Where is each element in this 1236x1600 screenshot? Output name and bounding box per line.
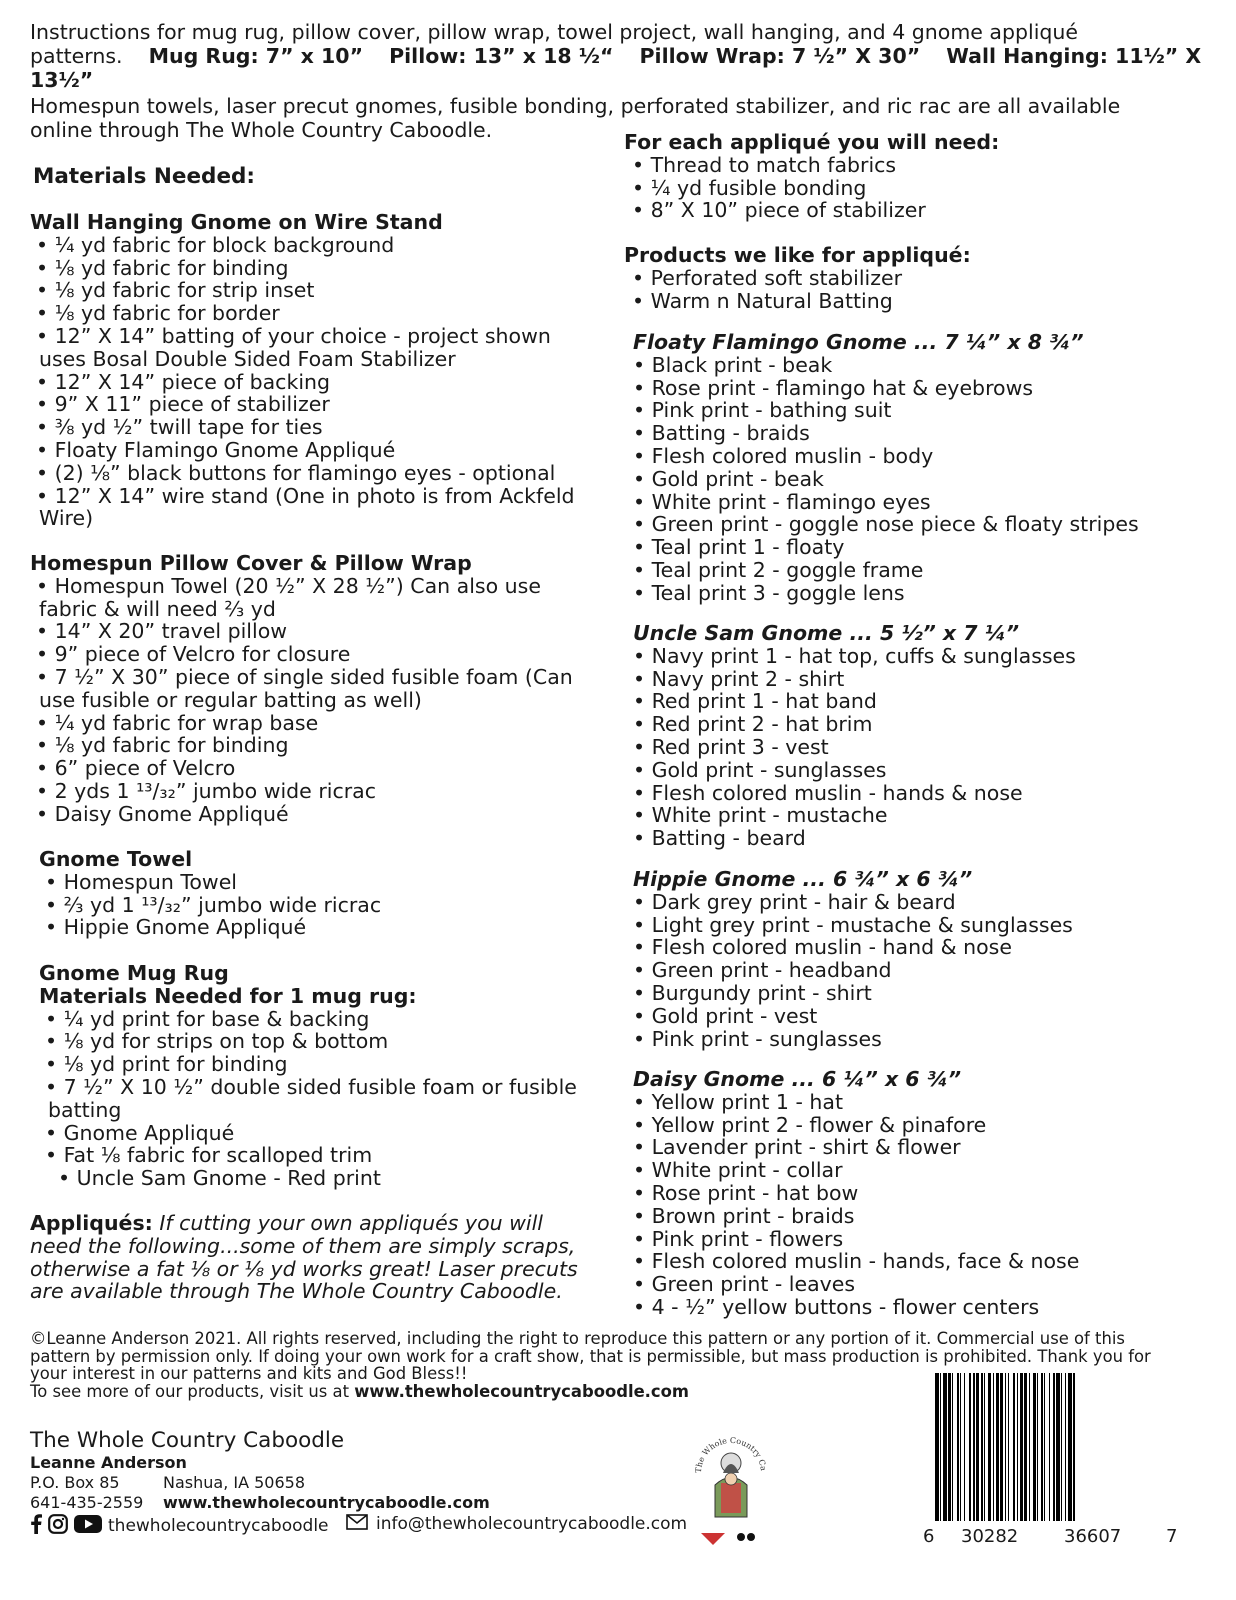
hippie-section — [633, 868, 1223, 1050]
appliques-line-4: are available through The Whole Country Caboodle. — [30, 1279, 563, 1304]
list-item: • Lavender print - shirt & flower — [633, 1135, 961, 1160]
list-item: • (2) ⅛” black buttons for flamingo eyes - optional — [36, 460, 556, 485]
towel-heading: Gnome Towel — [39, 847, 193, 871]
barcode-bar — [1020, 1373, 1022, 1521]
list-item: • Hippie Gnome Appliqué — [45, 915, 307, 940]
list-item: • Red print 1 - hat band — [633, 689, 877, 714]
barcode-bar — [943, 1373, 947, 1521]
wall-hanging-section — [30, 211, 610, 530]
barcode-bar — [960, 1373, 961, 1521]
barcode-bar — [969, 1373, 971, 1521]
barcode-bar — [1049, 1373, 1050, 1521]
list-item: • ⅛ yd for strips on top & bottom — [45, 1029, 389, 1054]
barcode-bar — [1044, 1373, 1045, 1521]
barcode-bar — [1061, 1373, 1062, 1521]
list-item: • Flesh colored muslin - hand & nose — [633, 935, 1012, 960]
list-item: • ¼ yd print for base & backing — [45, 1006, 370, 1031]
each-applique-section — [624, 131, 1204, 222]
list-item: • Flesh colored muslin - body — [633, 443, 934, 468]
size-wall-hanging: Wall Hanging: 11½” X 13½” — [30, 44, 1202, 92]
pillow-section — [30, 552, 610, 826]
list-item: • White print - flamingo eyes — [633, 489, 931, 514]
intro-line-1: Instructions for mug rug, pillow cover, pillow wrap, towel project, wall hanging, and 4 gnome appliqué — [30, 20, 1079, 44]
list-item: • Warm n Natural Batting — [632, 288, 893, 313]
barcode-bar — [1024, 1373, 1028, 1521]
barcode-group-2: 36607 — [1064, 1526, 1122, 1547]
size-mug-rug: Mug Rug: 7” x 10” — [148, 44, 364, 68]
barcode-bar — [948, 1373, 950, 1521]
barcode-bar — [957, 1373, 959, 1521]
list-item: • ⅜ yd ½” twill tape for ties — [36, 415, 323, 440]
availability-line-2: online through The Whole Country Caboodle. — [30, 118, 493, 142]
products-heading: Products we like for appliqué: — [624, 243, 971, 267]
list-item: • 12” X 14” batting of your choice - project shown — [36, 323, 551, 348]
copyright-line-1: ©Leanne Anderson 2021. All rights reserved, including the right to reproduce this pattern or any portion of it. Commercial use of this — [30, 1329, 1125, 1348]
hippie-heading: Hippie Gnome ... 6 ¾” x 6 ¾” — [633, 867, 973, 891]
uncle-sam-section — [633, 622, 1223, 850]
list-item: • Daisy Gnome Appliqué — [36, 801, 289, 826]
list-item: • ¼ yd fabric for wrap base — [36, 710, 319, 735]
list-item: • Rose print - hat bow — [633, 1180, 859, 1205]
mug-rug-subheading: Materials Needed for 1 mug rug: — [39, 983, 417, 1008]
barcode-bar — [1053, 1373, 1055, 1521]
logo-text: The Whole Country Ca — [693, 1435, 768, 1474]
list-item: • Batting - beard — [633, 826, 806, 851]
gnome-logo — [693, 1425, 769, 1553]
barcode-bar — [1041, 1373, 1043, 1521]
list-item: • Dark grey print - hair & beard — [633, 889, 956, 914]
daisy-heading: Daisy Gnome ... 6 ¼” x 6 ¾” — [633, 1067, 962, 1091]
list-item: • Burgundy print - shirt — [633, 980, 872, 1005]
barcode-bar — [1037, 1373, 1038, 1521]
wall-hanging-list — [30, 234, 610, 530]
barcode-bar — [1017, 1373, 1018, 1521]
list-item: • 9” X 11” piece of stabilizer — [36, 392, 330, 417]
flamingo-heading: Floaty Flamingo Gnome ... 7 ¼” x 8 ¾” — [633, 330, 1084, 354]
list-item: • Green print - leaves — [633, 1272, 856, 1297]
instagram-icon[interactable] — [48, 1514, 68, 1539]
list-item: • ⅛ yd fabric for binding — [36, 255, 289, 280]
each-applique-list — [624, 154, 1204, 222]
list-item: • ¼ yd fusible bonding — [632, 175, 867, 200]
barcode-bar — [1068, 1373, 1072, 1521]
list-item: uses Bosal Double Sided Foam Stabilizer — [39, 346, 456, 371]
barcode-bar — [1000, 1373, 1004, 1521]
appliques-line-2: need the following...some of them are simply scraps, — [30, 1233, 576, 1258]
po-box: P.O. Box 85 — [30, 1473, 120, 1492]
mug-rug-list — [39, 1008, 609, 1190]
mug-rug-section — [39, 962, 609, 1190]
list-item: • Green print - goggle nose piece & floaty stripes — [633, 512, 1139, 537]
towel-section — [39, 848, 609, 939]
social-row — [30, 1514, 329, 1539]
barcode-bar — [976, 1373, 980, 1521]
copyright-line-3: your interest in our patterns and kits and God Bless!! — [30, 1364, 468, 1383]
uncle-sam-heading: Uncle Sam Gnome ... 5 ½” x 7 ¼” — [633, 621, 1020, 645]
products-list — [624, 267, 1204, 313]
list-item: • Perforated soft stabilizer — [632, 265, 903, 290]
list-item: • Black print - beak — [633, 352, 833, 377]
list-item: • White print - collar — [633, 1158, 843, 1183]
footer-website[interactable]: www.thewholecountrycaboodle.com — [163, 1493, 490, 1512]
list-item: • Pink print - flowers — [633, 1226, 844, 1251]
pillow-list — [30, 575, 610, 826]
barcode-bar — [1056, 1373, 1060, 1521]
list-item: • Gnome Appliqué — [45, 1120, 235, 1145]
list-item: • ⅛ yd fabric for binding — [36, 733, 289, 758]
pillow-heading: Homespun Pillow Cover & Pillow Wrap — [30, 551, 472, 575]
visit-link[interactable]: www.thewholecountrycaboodle.com — [354, 1381, 689, 1401]
list-item: • Green print - headband — [633, 958, 892, 983]
list-item: • Thread to match fabrics — [632, 152, 897, 177]
list-item: • Gold print - sunglasses — [633, 757, 887, 782]
phone-number[interactable]: 641-435-2559 — [30, 1493, 144, 1512]
list-item: • 4 - ½” yellow buttons - flower centers — [633, 1294, 1040, 1319]
barcode-bar — [981, 1373, 983, 1521]
barcode-bar — [952, 1373, 953, 1521]
list-item: • Gold print - beak — [633, 466, 824, 491]
youtube-icon[interactable] — [74, 1514, 102, 1539]
list-item: batting — [48, 1097, 122, 1122]
materials-heading: Materials Needed: — [33, 164, 256, 189]
list-item: • Homespun Towel — [45, 869, 237, 894]
list-item: • 12” X 14” wire stand (One in photo is from Ackfeld — [36, 483, 575, 508]
uncle-sam-list — [633, 645, 1223, 850]
wall-hanging-heading: Wall Hanging Gnome on Wire Stand — [30, 210, 443, 234]
barcode-group-1: 30282 — [961, 1526, 1019, 1547]
barcode-bar — [973, 1373, 974, 1521]
materials-heading-wrap — [33, 166, 255, 189]
list-item: • White print - mustache — [633, 803, 888, 828]
intro-line-2 — [30, 44, 1210, 92]
list-item: • Fat ⅛ fabric for scalloped trim — [45, 1143, 373, 1168]
social-handle[interactable]: thewholecountrycaboodle — [108, 1516, 329, 1536]
each-applique-heading: For each appliqué you will need: — [624, 130, 1000, 154]
list-item: • 6” piece of Velcro — [36, 756, 236, 781]
barcode-bar — [996, 1373, 998, 1521]
list-item: • 12” X 14” piece of backing — [36, 369, 331, 394]
list-item: • Rose print - flamingo hat & eyebrows — [633, 375, 1034, 400]
barcode-bar — [1013, 1373, 1015, 1521]
flamingo-section — [633, 331, 1223, 605]
list-item: • ¼ yd fabric for block background — [36, 232, 395, 257]
list-item: • Brown print - braids — [633, 1203, 855, 1228]
visit-prefix: To see more of our products, visit us at — [30, 1381, 350, 1401]
email-row — [346, 1514, 687, 1535]
appliques-line-1: If cutting your own appliqués you will — [159, 1211, 543, 1235]
list-item: • Batting - braids — [633, 421, 810, 446]
barcode-bar — [1065, 1373, 1066, 1521]
contact-name: Leanne Anderson — [30, 1453, 187, 1472]
list-item: • Flesh colored muslin - hands & nose — [633, 780, 1023, 805]
list-item: • Flesh colored muslin - hands, face & nose — [633, 1249, 1080, 1274]
upc-barcode — [923, 1373, 1178, 1550]
barcode-bar — [935, 1373, 939, 1521]
list-item: • 8” X 10” piece of stabilizer — [632, 198, 926, 223]
appliques-line-3: otherwise a fat ⅛ or ⅛ yd works great! Laser precuts — [30, 1256, 578, 1281]
list-item: • 7 ½” X 10 ½” double sided fusible foam or fusible — [45, 1074, 577, 1099]
email-address[interactable]: info@thewholecountrycaboodle.com — [376, 1514, 688, 1534]
list-item: • ⅛ yd fabric for strip inset — [36, 278, 315, 303]
list-item: • Light grey print - mustache & sunglasses — [633, 912, 1073, 937]
barcode-bar — [984, 1373, 985, 1521]
list-item: • Teal print 1 - floaty — [633, 535, 845, 560]
list-item: • Navy print 2 - shirt — [633, 666, 845, 691]
mug-rug-heading: Gnome Mug Rug — [39, 961, 229, 985]
barcode-lead-digit: 6 — [923, 1526, 935, 1547]
hippie-list — [633, 891, 1223, 1051]
intro-paragraph — [30, 20, 1210, 92]
list-item: • Homespun Towel (20 ½” X 28 ½”) Can also use — [36, 573, 541, 598]
list-item: fabric & will need ⅔ yd — [39, 596, 276, 621]
availability-line-1: Homespun towels, laser precut gnomes, fusible bonding, perforated stabilizer, and ric rac are all available — [30, 94, 1121, 118]
products-section — [624, 244, 1204, 312]
list-item: • ⅛ yd print for binding — [45, 1052, 288, 1077]
list-item: Wire) — [39, 506, 94, 531]
list-item: • ⅛ yd fabric for border — [36, 301, 280, 326]
list-item: • Teal print 2 - goggle frame — [633, 557, 924, 582]
barcode-bar — [940, 1373, 941, 1521]
list-item: use fusible or regular batting as well) — [39, 687, 422, 712]
daisy-list — [633, 1091, 1223, 1319]
list-item: • Pink print - bathing suit — [633, 398, 892, 423]
list-item: • Floaty Flamingo Gnome Appliqué — [36, 437, 396, 462]
list-item: • 2 yds 1 ¹³/₃₂” jumbo wide ricrac — [36, 778, 376, 803]
copyright-line-2: pattern by permission only. If doing your own work for a craft show, that is permissible, but mass production is prohibited. Thank you for — [30, 1346, 1151, 1366]
list-item: • Uncle Sam Gnome - Red print — [45, 1166, 381, 1191]
envelope-icon — [346, 1514, 368, 1535]
intro-prefix: patterns. — [30, 44, 123, 68]
size-pillow-wrap: Pillow Wrap: 7 ½” X 30” — [639, 44, 921, 68]
barcode-bar — [1029, 1373, 1030, 1521]
list-item: • ⅔ yd 1 ¹³/₃₂” jumbo wide ricrac — [45, 892, 382, 917]
list-item: • Red print 2 - hat brim — [633, 712, 873, 737]
list-item: • Yellow print 1 - hat — [633, 1089, 843, 1114]
facebook-icon[interactable] — [30, 1514, 42, 1539]
list-item: • Gold print - vest — [633, 1003, 818, 1028]
barcode-bar — [1005, 1373, 1006, 1521]
list-item: • 14” X 20” travel pillow — [36, 619, 288, 644]
barcode-bar — [1008, 1373, 1009, 1521]
barcode-bar — [1033, 1373, 1035, 1521]
size-pillow: Pillow: 13” x 18 ½“ — [389, 44, 614, 68]
flamingo-list — [633, 354, 1223, 605]
barcode-bar — [1073, 1373, 1075, 1521]
barcode-bar — [993, 1373, 994, 1521]
appliques-label: Appliqués: — [30, 1211, 153, 1235]
list-item: • Red print 3 - vest — [633, 734, 829, 759]
towel-list — [39, 871, 609, 939]
barcode-check-digit: 7 — [1166, 1526, 1178, 1547]
list-item: • 7 ½” X 30” piece of single sided fusible foam (Can — [36, 664, 573, 689]
list-item: • Yellow print 2 - flower & pinafore — [633, 1112, 987, 1137]
list-item: • 9” piece of Velcro for closure — [36, 642, 351, 667]
barcode-bar — [964, 1373, 965, 1521]
city-state: Nashua, IA 50658 — [163, 1473, 306, 1492]
appliques-note — [30, 1212, 610, 1303]
list-item: • Teal print 3 - goggle lens — [633, 580, 905, 605]
list-item: • Navy print 1 - hat top, cuffs & sunglasses — [633, 643, 1076, 668]
company-name: The Whole Country Caboodle — [30, 1428, 345, 1453]
daisy-section — [633, 1068, 1223, 1319]
list-item: • Pink print - sunglasses — [633, 1026, 882, 1051]
barcode-bar — [988, 1373, 992, 1521]
